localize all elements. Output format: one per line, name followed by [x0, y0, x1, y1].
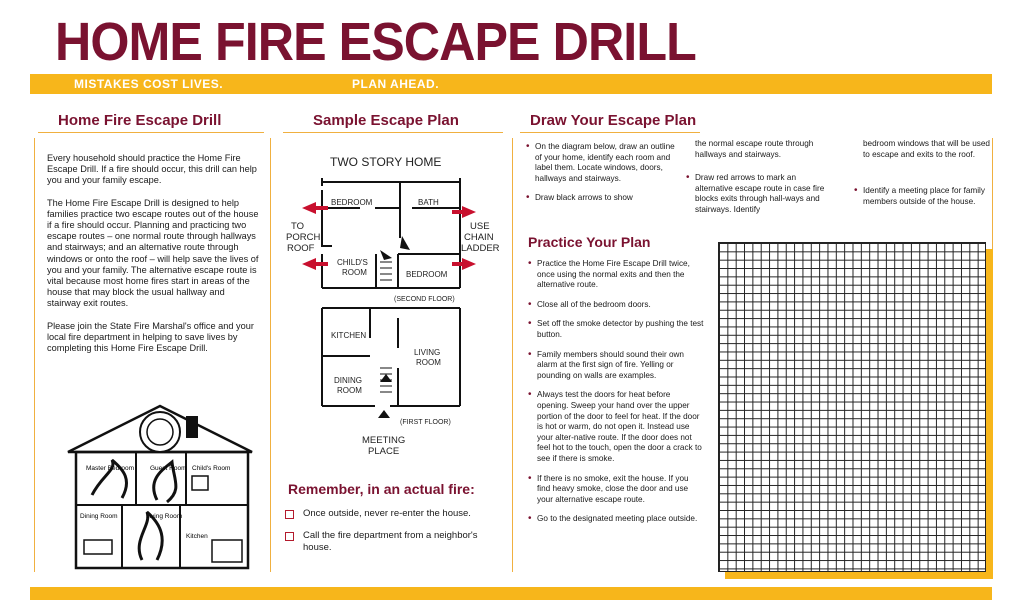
middle-column-border-left — [270, 138, 271, 572]
intro-paragraph: Every household should practice the Home Fire Escape Drill. If a fire should occur, this drill can help you and your family escape. — [47, 153, 257, 186]
remember-heading: Remember, in an actual fire: — [288, 481, 475, 497]
intro-paragraph: The Home Fire Escape Drill is designed to help families practice two escape routes out of the house if a fire should occur. Planning and practicing two escape routes – one normal route through hallways and stairways; and an alternative route through windows or onto the roof – will help save the lives of you and your family. The alternative escape route is vital because most home fires start in areas of the house that may block the usual hallway and stairway exit routes. — [47, 197, 259, 309]
banner-right-text: PLAN AHEAD. — [352, 77, 440, 91]
remember-item — [285, 530, 500, 554]
remember-item-text: Once outside, never re-enter the house. — [303, 508, 471, 519]
plan-label: CHILD'S — [337, 258, 368, 267]
illustration-label: Child's Room — [192, 465, 231, 472]
list-item: • Draw black arrows to show — [526, 193, 676, 204]
illustration-label: Master Bedroom — [86, 465, 135, 472]
draw-instructions-col3-text: bedroom windows that will be used to escape and exits to the roof. — [863, 139, 990, 159]
list-item: • Practice the Home Fire Escape Drill twice, once using the normal exits and then the alternative route. — [528, 259, 704, 291]
list-item: • Set off the smoke detector by pushing the test button. — [528, 319, 704, 340]
plan-label: TO — [291, 221, 305, 232]
plan-label: LIVING — [414, 348, 441, 357]
list-item: • Close all of the bedroom doors. — [528, 300, 704, 311]
list-item: • Draw red arrows to mark an alternative escape route in case fire blocks exits through hall-ways and stairways. Identify — [686, 173, 836, 215]
middle-column-heading: Sample Escape Plan — [313, 112, 459, 129]
list-item: • On the diagram below, draw an outline of your home, identify each room and label them. Locate windows, doors, hallways and stairways. — [526, 142, 676, 184]
illustration-label: Guest Room — [150, 465, 187, 472]
intro-paragraph: Please join the State Fire Marshal's office and your local fire department in helping to save lives by completing this Home Fire Escape Drill. — [47, 320, 254, 354]
house-fire-illustration — [62, 400, 258, 572]
bottom-banner — [30, 587, 992, 600]
sample-floor-plan — [280, 178, 505, 418]
checkbox-icon — [285, 532, 294, 541]
practice-list — [528, 259, 704, 534]
plan-label: (SECOND FLOOR) — [394, 296, 455, 303]
middle-column-border-right — [512, 138, 513, 572]
illustration-label: Dining Room — [80, 513, 118, 520]
draw-instructions-col1 — [526, 142, 676, 213]
plan-label: BEDROOM — [331, 198, 373, 207]
plan-label: ROOM — [416, 358, 441, 367]
right-column-heading: Draw Your Escape Plan — [530, 112, 697, 129]
list-item: • Family members should sound their own alarm at the first sign of fire. Yelling or pounding on walls are examples. — [528, 350, 704, 382]
plan-label: ROOM — [337, 386, 362, 395]
remember-list — [285, 508, 500, 564]
intro-text — [47, 153, 259, 365]
page-title: HOME FIRE ESCAPE DRILL — [55, 12, 696, 72]
left-column-heading: Home Fire Escape Drill — [58, 112, 222, 129]
draw-instructions-col2 — [686, 173, 836, 224]
remember-item — [285, 508, 500, 520]
draw-instructions-col3 — [854, 186, 991, 216]
list-item: • Always test the doors for heat before opening. Sweep your hand over the upper portion of the door to feel for heat. If the door is hot or warm, do not open it. Instead use your alter-native route. If the door does not feel hot to the touch, open the door a crack to see if there is smoke. — [528, 390, 704, 464]
plan-label: PLACE — [368, 446, 400, 457]
plan-label: BEDROOM — [406, 270, 448, 279]
right-heading-rule — [520, 132, 700, 133]
plan-label: KITCHEN — [331, 331, 367, 340]
plan-label: CHAIN — [464, 232, 494, 243]
drawing-grid[interactable] — [718, 242, 986, 572]
list-item: • Go to the designated meeting place outside. — [528, 514, 704, 525]
remember-item-text: Call the fire department from a neighbor's house. — [303, 530, 478, 553]
plan-label: BATH — [418, 198, 439, 207]
draw-instructions-col2-text: the normal escape route through hallways and stairways. — [695, 139, 814, 159]
left-heading-rule — [38, 132, 264, 133]
plan-title: TWO STORY HOME — [330, 155, 442, 169]
practice-heading: Practice Your Plan — [528, 234, 651, 250]
plan-label: MEETING — [362, 435, 406, 446]
plan-label: (FIRST FLOOR) — [400, 419, 451, 426]
checkbox-icon — [285, 510, 294, 519]
middle-heading-rule — [283, 132, 503, 133]
list-item: • Identify a meeting place for family members outside of the house. — [854, 186, 991, 207]
plan-label: DINING — [334, 376, 362, 385]
plan-label: LADDER — [461, 243, 500, 254]
banner-left-text: MISTAKES COST LIVES. — [74, 77, 224, 91]
left-column-border — [34, 138, 35, 572]
illustration-label: Kitchen — [186, 533, 208, 540]
list-item: • If there is no smoke, exit the house. If you find heavy smoke, close the door and use your alternative escape route. — [528, 474, 704, 506]
plan-label: ROOM — [342, 268, 367, 277]
plan-label: ROOF — [287, 243, 315, 254]
illustration-label: Living Room — [146, 513, 183, 520]
tagline-banner — [30, 74, 992, 94]
plan-label: USE — [470, 221, 490, 232]
plan-label: PORCH — [286, 232, 321, 243]
